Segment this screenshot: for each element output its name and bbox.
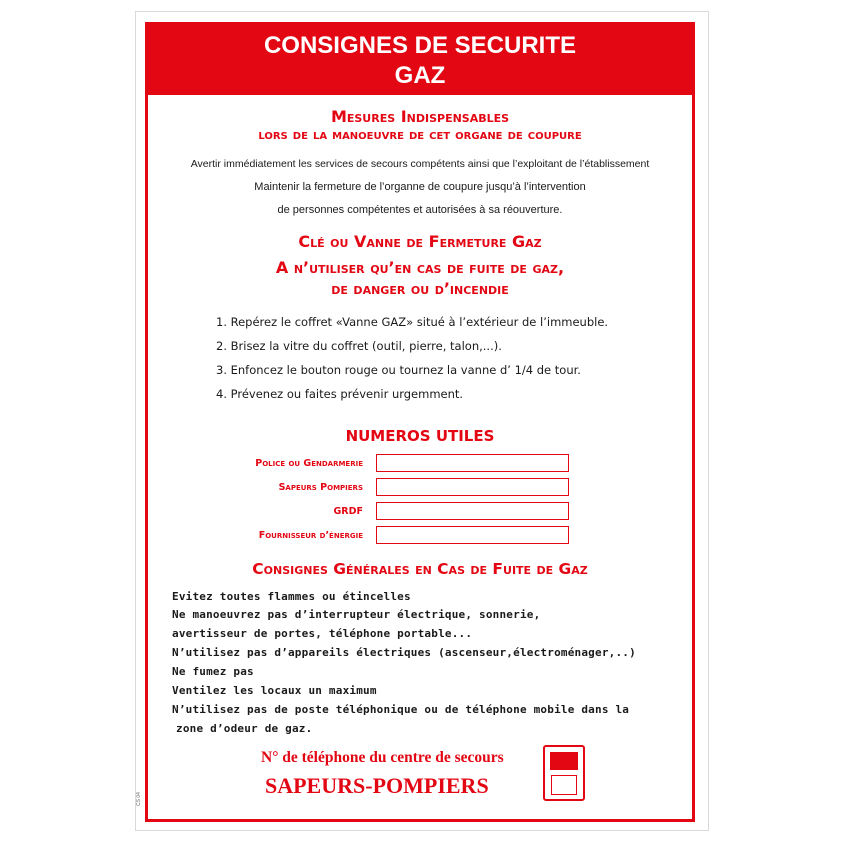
general-item: Evitez toutes flammes ou étincelles — [172, 590, 411, 603]
step-item: 1. Repérez le coffret «Vanne GAZ» situé à l’extérieur de l’immeuble. — [216, 315, 609, 329]
general-item: N’utilisez pas de poste téléphonique ou de téléphone mobile dans la — [172, 703, 630, 716]
numero-row — [148, 478, 692, 498]
section3-title: Consignes Générales en Cas de Fuite de Gaz — [252, 560, 588, 578]
numero-label: Sapeurs Pompiers — [278, 482, 363, 493]
numero-row — [148, 454, 692, 474]
telephone-icon — [543, 745, 585, 801]
section1-line: de personnes compétentes et autorisées à sa réouverture. — [277, 204, 563, 216]
general-item: Ne manoeuvrez pas d’interrupteur électrique, sonnerie, — [172, 608, 541, 621]
numero-field[interactable] — [376, 454, 569, 472]
general-item: Ne fumez pas — [172, 665, 254, 678]
section1-title: Mesures Indispensables — [330, 107, 510, 126]
header-title: CONSIGNES DE SECURITE — [263, 32, 577, 59]
section2-subtitle: de danger ou d’incendie — [331, 279, 509, 298]
numero-label: Fournisseur d’énergie — [258, 530, 363, 541]
section2-subtitle: A n’utiliser qu’en cas de fuite de gaz, — [275, 258, 565, 277]
header-banner — [148, 25, 692, 95]
numero-field[interactable] — [376, 526, 569, 544]
numero-field[interactable] — [376, 502, 569, 520]
general-item: Ventilez les locaux un maximum — [172, 684, 377, 697]
section2-title: Clé ou Vanne de Fermeture Gaz — [298, 232, 542, 251]
numero-field[interactable] — [376, 478, 569, 496]
sign-frame — [145, 22, 695, 822]
footer-service-name: SAPEURS-POMPIERS — [265, 773, 489, 798]
section1-subtitle: lors de la manoeuvre de cet organe de coupure — [258, 127, 582, 143]
section1-line: Maintenir la fermeture de l’organne de coupure jusqu’à l’intervention — [254, 181, 586, 193]
step-item: 2. Brisez la vitre du coffret (outil, pierre, talon,...). — [216, 339, 502, 353]
numeros-title: NUMEROS UTILES — [345, 427, 495, 445]
footer-phone-label: N° de téléphone du centre de secours — [261, 749, 504, 766]
general-item: avertisseur de portes, téléphone portable... — [172, 627, 473, 640]
section1-line: Avertir immédiatement les services de secours compétents ainsi que l’exploitant de l’établissement — [190, 158, 650, 170]
numero-row — [148, 502, 692, 522]
step-item: 3. Enfoncez le bouton rouge ou tournez la vanne d’ 1/4 de tour. — [216, 363, 581, 377]
step-item: 4. Prévenez ou faites prévenir urgemment. — [216, 387, 464, 401]
numero-label: GRDF — [333, 506, 363, 517]
header-subtitle: GAZ — [394, 62, 446, 89]
general-item: zone d’odeur de gaz. — [176, 722, 313, 735]
numero-label: Police ou Gendarmerie — [255, 458, 363, 469]
general-item: N’utilisez pas d’appareils électriques (ascenseur,électroménager,..) — [172, 646, 636, 659]
numero-row — [148, 526, 692, 546]
side-code: CS 04 — [136, 792, 142, 806]
